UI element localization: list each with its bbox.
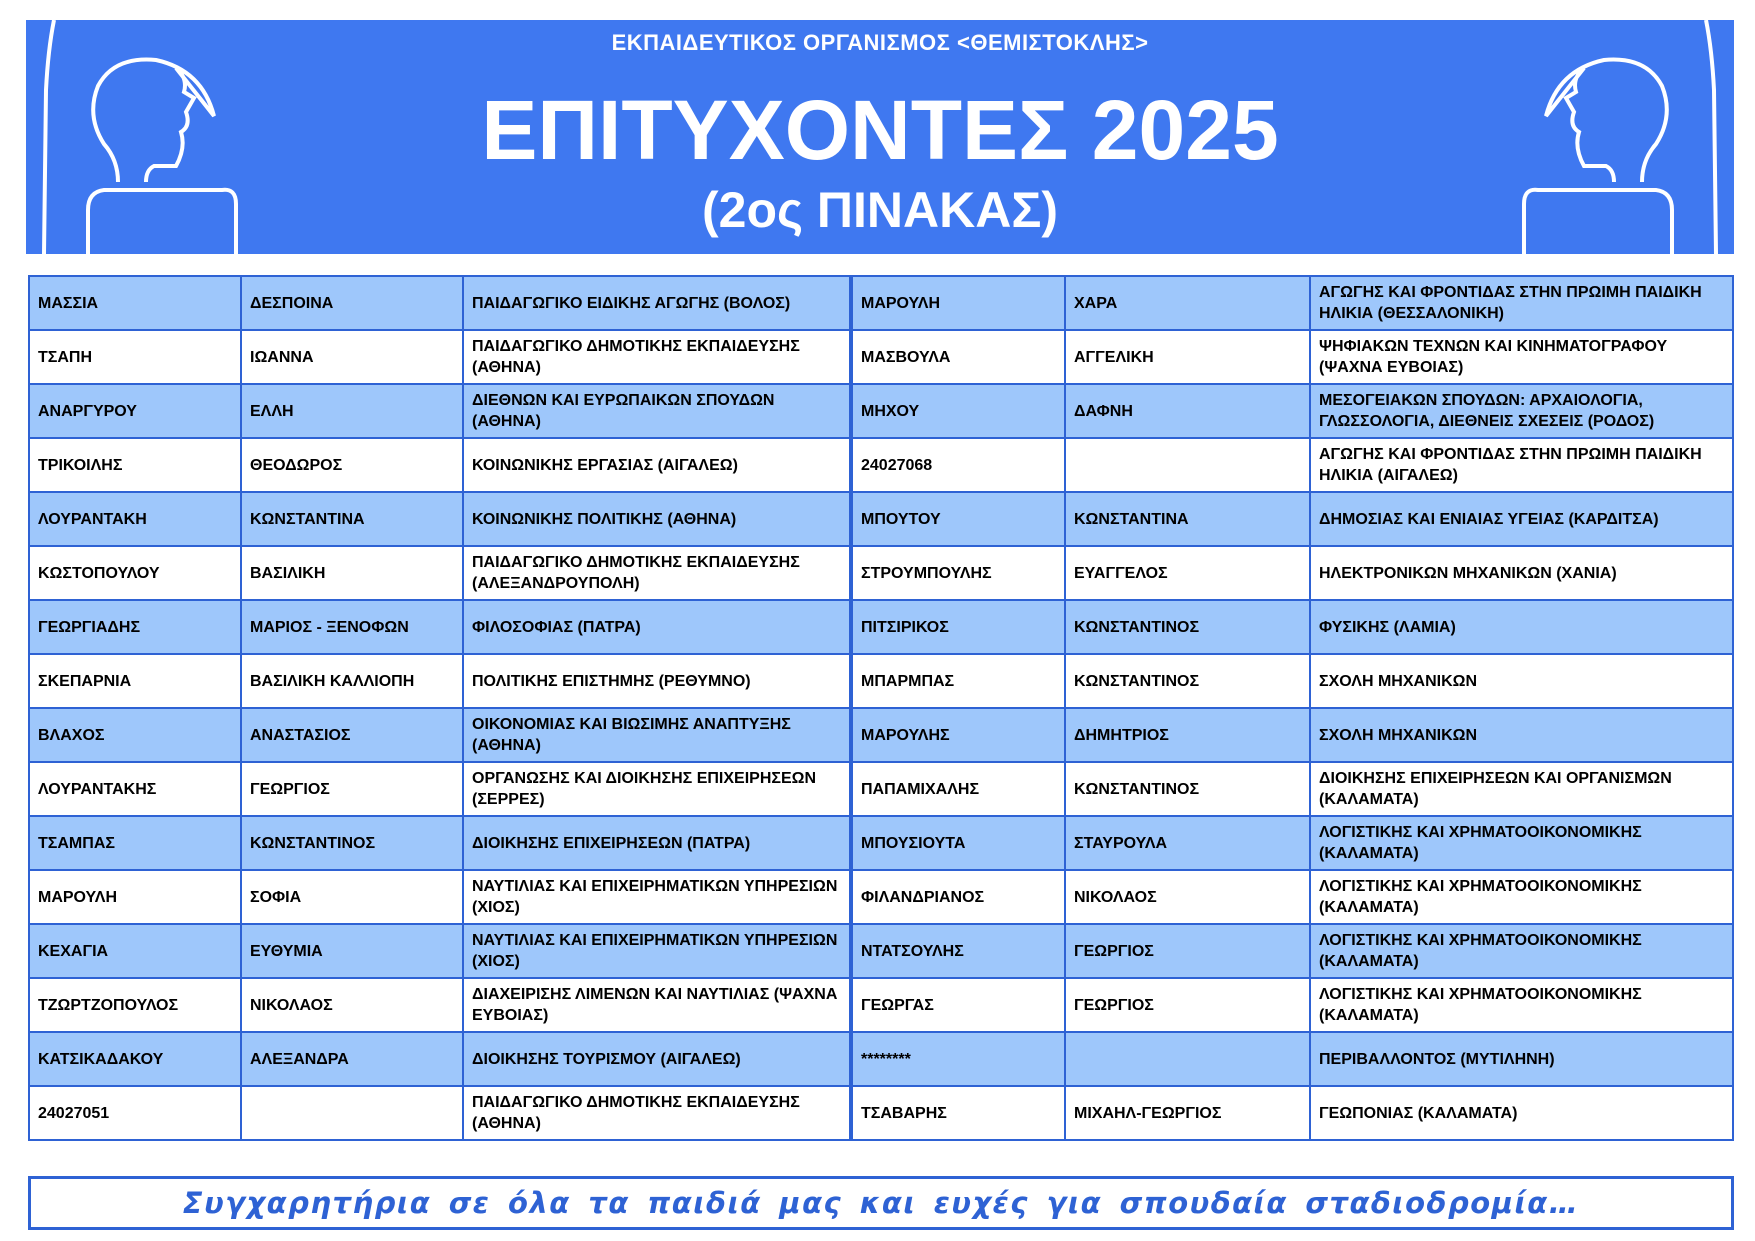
surname-cell: ΝΤΑΤΣΟΥΛΗΣ	[851, 924, 1065, 978]
firstname-cell: ΑΛΕΞΑΝΔΡΑ	[241, 1032, 463, 1086]
surname-cell: ΜΑΡΟΥΛΗ	[851, 276, 1065, 330]
surname-cell: ΠΙΤΣΙΡΙΚΟΣ	[851, 600, 1065, 654]
surname-cell: ΤΣΑΒΑΡΗΣ	[851, 1086, 1065, 1140]
surname-cell: ΜΠΟΥΣΙΟΥΤΑ	[851, 816, 1065, 870]
table-row	[29, 330, 1733, 384]
table-row	[29, 600, 1733, 654]
table-row	[29, 546, 1733, 600]
surname-cell: ΤΖΩΡΤΖΟΠΟΥΛΟΣ	[29, 978, 241, 1032]
surname-cell: ΜΠΟΥΤΟΥ	[851, 492, 1065, 546]
table-row	[29, 1086, 1733, 1140]
department-cell: ΠΟΛΙΤΙΚΗΣ ΕΠΙΣΤΗΜΗΣ (ΡΕΘΥΜΝΟ)	[463, 654, 851, 708]
table-row	[29, 438, 1733, 492]
table-row	[29, 654, 1733, 708]
firstname-cell: ΕΛΛΗ	[241, 384, 463, 438]
surname-cell: 24027068	[851, 438, 1065, 492]
table-row	[29, 1032, 1733, 1086]
surname-cell: ΜΑΣΒΟΥΛΑ	[851, 330, 1065, 384]
table-row	[29, 708, 1733, 762]
department-cell: ΚΟΙΝΩΝΙΚΗΣ ΠΟΛΙΤΙΚΗΣ (ΑΘΗΝΑ)	[463, 492, 851, 546]
table-row	[29, 276, 1733, 330]
department-cell: ΔΙΑΧΕΙΡΙΣΗΣ ΛΙΜΕΝΩΝ ΚΑΙ ΝΑΥΤΙΛΙΑΣ (ΨΑΧΝΑ ΕΥΒΟΙΑΣ)	[463, 978, 851, 1032]
firstname-cell: ΔΑΦΝΗ	[1065, 384, 1310, 438]
surname-cell: ΚΩΣΤΟΠΟΥΛΟΥ	[29, 546, 241, 600]
department-cell: ΟΡΓΑΝΩΣΗΣ ΚΑΙ ΔΙΟΙΚΗΣΗΣ ΕΠΙΧΕΙΡΗΣΕΩΝ (ΣΕΡΡΕΣ)	[463, 762, 851, 816]
table-row	[29, 492, 1733, 546]
firstname-cell: ΚΩΝΣΤΑΝΤΙΝΟΣ	[241, 816, 463, 870]
table-row	[29, 870, 1733, 924]
firstname-cell: ΒΑΣΙΛΙΚΗ ΚΑΛΛΙΟΠΗ	[241, 654, 463, 708]
firstname-cell: ΔΗΜΗΤΡΙΟΣ	[1065, 708, 1310, 762]
department-cell: ΟΙΚΟΝΟΜΙΑΣ ΚΑΙ ΒΙΩΣΙΜΗΣ ΑΝΑΠΤΥΞΗΣ (ΑΘΗΝΑ)	[463, 708, 851, 762]
department-cell: ΛΟΓΙΣΤΙΚΗΣ ΚΑΙ ΧΡΗΜΑΤΟΟΙΚΟΝΟΜΙΚΗΣ (ΚΑΛΑΜΑΤΑ)	[1310, 816, 1733, 870]
department-cell: ΑΓΩΓΗΣ ΚΑΙ ΦΡΟΝΤΙΔΑΣ ΣΤΗΝ ΠΡΩΙΜΗ ΠΑΙΔΙΚΗ ΗΛΙΚΙΑ (ΑΙΓΑΛΕΩ)	[1310, 438, 1733, 492]
surname-cell: ΓΕΩΡΓΑΣ	[851, 978, 1065, 1032]
firstname-cell: ΧΑΡΑ	[1065, 276, 1310, 330]
firstname-cell: ΙΩΑΝΝΑ	[241, 330, 463, 384]
surname-cell: ΤΡΙΚΟΙΛΗΣ	[29, 438, 241, 492]
firstname-cell: ΓΕΩΡΓΙΟΣ	[241, 762, 463, 816]
firstname-cell	[241, 1086, 463, 1140]
firstname-cell: ΜΙΧΑΗΛ-ΓΕΩΡΓΙΟΣ	[1065, 1086, 1310, 1140]
surname-cell: ΜΑΡΟΥΛΗΣ	[851, 708, 1065, 762]
surname-cell: ΚΕΧΑΓΙΑ	[29, 924, 241, 978]
firstname-cell: ΑΓΓΕΛΙΚΗ	[1065, 330, 1310, 384]
surname-cell: ΓΕΩΡΓΙΑΔΗΣ	[29, 600, 241, 654]
department-cell: ΜΕΣΟΓΕΙΑΚΩΝ ΣΠΟΥΔΩΝ: ΑΡΧΑΙΟΛΟΓΙΑ, ΓΛΩΣΣΟΛΟΓΙΑ, ΔΙΕΘΝΕΙΣ ΣΧΕΣΕΙΣ (ΡΟΔΟΣ)	[1310, 384, 1733, 438]
footer-banner	[28, 1176, 1734, 1230]
firstname-cell: ΚΩΝΣΤΑΝΤΙΝΑ	[1065, 492, 1310, 546]
table-row	[29, 924, 1733, 978]
department-cell: ΑΓΩΓΗΣ ΚΑΙ ΦΡΟΝΤΙΔΑΣ ΣΤΗΝ ΠΡΩΙΜΗ ΠΑΙΔΙΚΗ ΗΛΙΚΙΑ (ΘΕΣΣΑΛΟΝΙΚΗ)	[1310, 276, 1733, 330]
surname-cell: ΛΟΥΡΑΝΤΑΚΗΣ	[29, 762, 241, 816]
firstname-cell	[1065, 1032, 1310, 1086]
department-cell: ΠΑΙΔΑΓΩΓΙΚΟ ΔΗΜΟΤΙΚΗΣ ΕΚΠΑΙΔΕΥΣΗΣ (ΑΘΗΝΑ)	[463, 330, 851, 384]
surname-cell: ΜΠΑΡΜΠΑΣ	[851, 654, 1065, 708]
department-cell: ΠΑΙΔΑΓΩΓΙΚΟ ΔΗΜΟΤΙΚΗΣ ΕΚΠΑΙΔΕΥΣΗΣ (ΑΛΕΞΑΝΔΡΟΥΠΟΛΗ)	[463, 546, 851, 600]
surname-cell: ΤΣΑΠΗ	[29, 330, 241, 384]
firstname-cell: ΚΩΝΣΤΑΝΤΙΝΑ	[241, 492, 463, 546]
surname-cell: ΛΟΥΡΑΝΤΑΚΗ	[29, 492, 241, 546]
firstname-cell: ΝΙΚΟΛΑΟΣ	[241, 978, 463, 1032]
department-cell: ΝΑΥΤΙΛΙΑΣ ΚΑΙ ΕΠΙΧΕΙΡΗΜΑΤΙΚΩΝ ΥΠΗΡΕΣΙΩΝ (ΧΙΟΣ)	[463, 924, 851, 978]
surname-cell: ΦΙΛΑΝΔΡΙΑΝΟΣ	[851, 870, 1065, 924]
table-row	[29, 978, 1733, 1032]
surname-cell: ΤΣΑΜΠΑΣ	[29, 816, 241, 870]
department-cell: ΠΕΡΙΒΑΛΛΟΝΤΟΣ (ΜΥΤΙΛΗΝΗ)	[1310, 1032, 1733, 1086]
firstname-cell: ΔΕΣΠΟΙΝΑ	[241, 276, 463, 330]
organization-name: ΕΚΠΑΙΔΕΥΤΙΚΟΣ ΟΡΓΑΝΙΣΜΟΣ <ΘΕΜΙΣΤΟΚΛΗΣ>	[611, 30, 1149, 55]
surname-cell: ΠΑΠΑΜΙΧΑΛΗΣ	[851, 762, 1065, 816]
table-row	[29, 762, 1733, 816]
department-cell: ΦΥΣΙΚΗΣ (ΛΑΜΙΑ)	[1310, 600, 1733, 654]
department-cell: ΚΟΙΝΩΝΙΚΗΣ ΕΡΓΑΣΙΑΣ (ΑΙΓΑΛΕΩ)	[463, 438, 851, 492]
congratulations-message: Συγχαρητήρια σε όλα τα παιδιά μας και ευχές για σπουδαία σταδιοδρομία…	[182, 1186, 1580, 1220]
firstname-cell: ΣΟΦΙΑ	[241, 870, 463, 924]
firstname-cell: ΒΑΣΙΛΙΚΗ	[241, 546, 463, 600]
department-cell: ΛΟΓΙΣΤΙΚΗΣ ΚΑΙ ΧΡΗΜΑΤΟΟΙΚΟΝΟΜΙΚΗΣ (ΚΑΛΑΜΑΤΑ)	[1310, 870, 1733, 924]
surname-cell: ΜΑΡΟΥΛΗ	[29, 870, 241, 924]
surname-cell: ΑΝΑΡΓΥΡΟΥ	[29, 384, 241, 438]
department-cell: ΨΗΦΙΑΚΩΝ ΤΕΧΝΩΝ ΚΑΙ ΚΙΝΗΜΑΤΟΓΡΑΦΟΥ (ΨΑΧΝΑ ΕΥΒΟΙΑΣ)	[1310, 330, 1733, 384]
page-title: ΕΠΙΤΥΧΟΝΤΕΣ 2025	[481, 83, 1279, 177]
results-table	[28, 275, 1734, 1141]
department-cell: ΔΙΟΙΚΗΣΗΣ ΕΠΙΧΕΙΡΗΣΕΩΝ ΚΑΙ ΟΡΓΑΝΙΣΜΩΝ (ΚΑΛΑΜΑΤΑ)	[1310, 762, 1733, 816]
header-banner	[26, 20, 1734, 254]
department-cell: ΗΛΕΚΤΡΟΝΙΚΩΝ ΜΗΧΑΝΙΚΩΝ (ΧΑΝΙΑ)	[1310, 546, 1733, 600]
page-subtitle: (2ος ΠΙΝΑΚΑΣ)	[702, 182, 1058, 238]
department-cell: ΠΑΙΔΑΓΩΓΙΚΟ ΔΗΜΟΤΙΚΗΣ ΕΚΠΑΙΔΕΥΣΗΣ (ΑΘΗΝΑ)	[463, 1086, 851, 1140]
surname-cell: ΜΗΧΟΥ	[851, 384, 1065, 438]
firstname-cell: ΚΩΝΣΤΑΝΤΙΝΟΣ	[1065, 654, 1310, 708]
firstname-cell: ΑΝΑΣΤΑΣΙΟΣ	[241, 708, 463, 762]
firstname-cell: ΣΤΑΥΡΟΥΛΑ	[1065, 816, 1310, 870]
department-cell: ΔΗΜΟΣΙΑΣ ΚΑΙ ΕΝΙΑΙΑΣ ΥΓΕΙΑΣ (ΚΑΡΔΙΤΣΑ)	[1310, 492, 1733, 546]
department-cell: ΦΙΛΟΣΟΦΙΑΣ (ΠΑΤΡΑ)	[463, 600, 851, 654]
firstname-cell: ΚΩΝΣΤΑΝΤΙΝΟΣ	[1065, 600, 1310, 654]
table-row	[29, 384, 1733, 438]
results-body	[29, 276, 1733, 1140]
firstname-cell: ΓΕΩΡΓΙΟΣ	[1065, 978, 1310, 1032]
surname-cell: ΜΑΣΣΙΑ	[29, 276, 241, 330]
department-cell: ΣΧΟΛΗ ΜΗΧΑΝΙΚΩΝ	[1310, 654, 1733, 708]
department-cell: ΔΙΕΘΝΩΝ ΚΑΙ ΕΥΡΩΠΑΙΚΩΝ ΣΠΟΥΔΩΝ (ΑΘΗΝΑ)	[463, 384, 851, 438]
surname-cell: ΒΛΑΧΟΣ	[29, 708, 241, 762]
department-cell: ΠΑΙΔΑΓΩΓΙΚΟ ΕΙΔΙΚΗΣ ΑΓΩΓΗΣ (ΒΟΛΟΣ)	[463, 276, 851, 330]
department-cell: ΛΟΓΙΣΤΙΚΗΣ ΚΑΙ ΧΡΗΜΑΤΟΟΙΚΟΝΟΜΙΚΗΣ (ΚΑΛΑΜΑΤΑ)	[1310, 978, 1733, 1032]
department-cell: ΛΟΓΙΣΤΙΚΗΣ ΚΑΙ ΧΡΗΜΑΤΟΟΙΚΟΝΟΜΙΚΗΣ (ΚΑΛΑΜΑΤΑ)	[1310, 924, 1733, 978]
firstname-cell: ΘΕΟΔΩΡΟΣ	[241, 438, 463, 492]
surname-cell: ********	[851, 1032, 1065, 1086]
department-cell: ΝΑΥΤΙΛΙΑΣ ΚΑΙ ΕΠΙΧΕΙΡΗΜΑΤΙΚΩΝ ΥΠΗΡΕΣΙΩΝ (ΧΙΟΣ)	[463, 870, 851, 924]
firstname-cell	[1065, 438, 1310, 492]
surname-cell: 24027051	[29, 1086, 241, 1140]
firstname-cell: ΝΙΚΟΛΑΟΣ	[1065, 870, 1310, 924]
firstname-cell: ΓΕΩΡΓΙΟΣ	[1065, 924, 1310, 978]
surname-cell: ΚΑΤΣΙΚΑΔΑΚΟΥ	[29, 1032, 241, 1086]
department-cell: ΣΧΟΛΗ ΜΗΧΑΝΙΚΩΝ	[1310, 708, 1733, 762]
surname-cell: ΣΚΕΠΑΡΝΙΑ	[29, 654, 241, 708]
department-cell: ΔΙΟΙΚΗΣΗΣ ΕΠΙΧΕΙΡΗΣΕΩΝ (ΠΑΤΡΑ)	[463, 816, 851, 870]
firstname-cell: ΕΥΑΓΓΕΛΟΣ	[1065, 546, 1310, 600]
firstname-cell: ΕΥΘΥΜΙΑ	[241, 924, 463, 978]
firstname-cell: ΜΑΡΙΟΣ - ΞΕΝΟΦΩΝ	[241, 600, 463, 654]
department-cell: ΔΙΟΙΚΗΣΗΣ ΤΟΥΡΙΣΜΟΥ (ΑΙΓΑΛΕΩ)	[463, 1032, 851, 1086]
table-row	[29, 816, 1733, 870]
firstname-cell: ΚΩΝΣΤΑΝΤΙΝΟΣ	[1065, 762, 1310, 816]
department-cell: ΓΕΩΠΟΝΙΑΣ (ΚΑΛΑΜΑΤΑ)	[1310, 1086, 1733, 1140]
surname-cell: ΣΤΡΟΥΜΠΟΥΛΗΣ	[851, 546, 1065, 600]
